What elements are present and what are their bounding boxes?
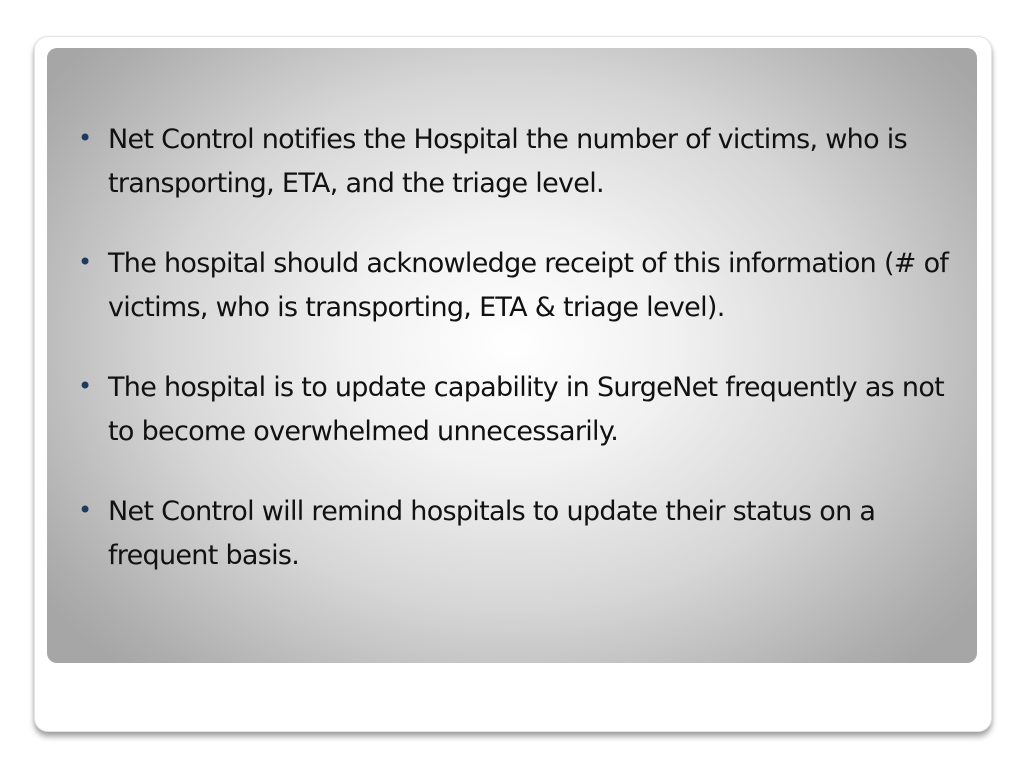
bullet-marker-icon: • xyxy=(78,496,92,524)
bullet-list xyxy=(47,118,977,614)
bullet-item xyxy=(47,242,977,330)
bullet-item xyxy=(47,118,977,206)
bullet-item xyxy=(47,490,977,578)
bullet-item xyxy=(47,366,977,454)
bullet-marker-icon: • xyxy=(78,372,92,400)
bullet-text: Net Control notifies the Hospital the number of victims, who is transporting, ETA, and the triage level. xyxy=(108,124,907,199)
bullet-text: Net Control will remind hospitals to update their status on a frequent basis. xyxy=(108,496,876,571)
bullet-text: The hospital should acknowledge receipt of this information (# of victims, who is transporting, ETA & triage level). xyxy=(108,248,949,323)
content-panel xyxy=(47,48,977,663)
bullet-marker-icon: • xyxy=(78,124,92,152)
bullet-marker-icon: • xyxy=(78,248,92,276)
bullet-text: The hospital is to update capability in SurgeNet frequently as not to become overwhelmed unnecessarily. xyxy=(108,372,945,447)
